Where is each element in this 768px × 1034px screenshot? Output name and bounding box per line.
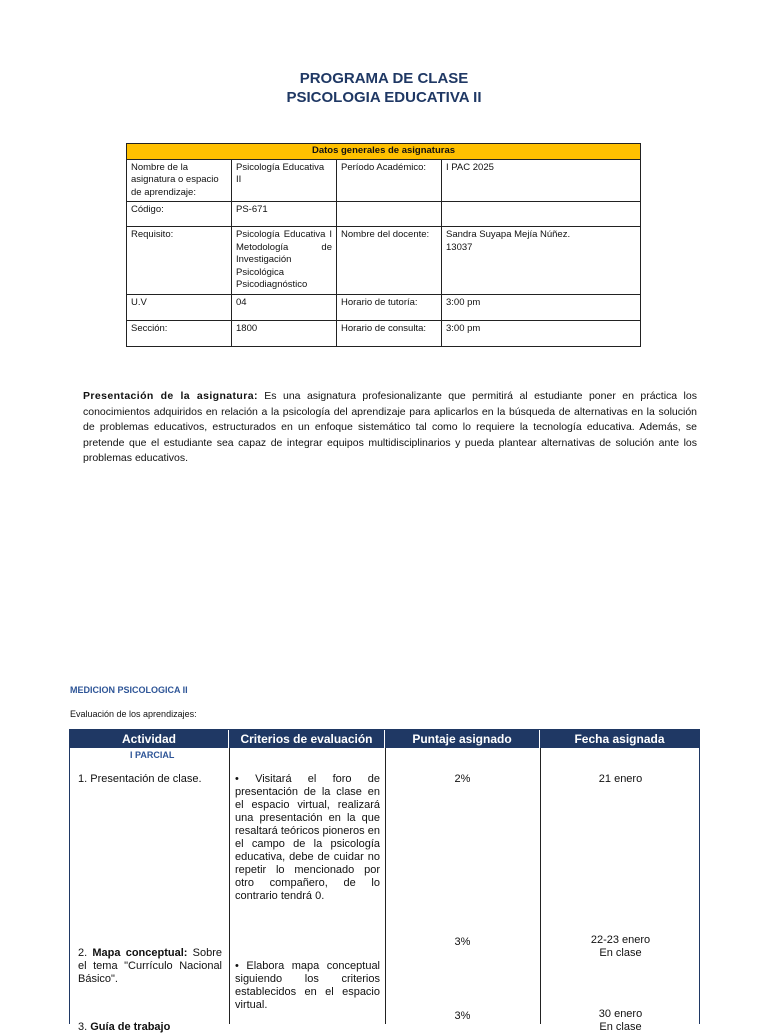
requisito-line: Metodología de xyxy=(236,241,332,253)
date-2 xyxy=(541,934,700,960)
value-codigo: PS-671 xyxy=(232,202,337,227)
empty-cell xyxy=(337,202,442,227)
requisito-line: Psicológica xyxy=(236,266,285,278)
value-tutoria: 3:00 pm xyxy=(442,294,641,320)
document-title: PROGRAMA DE CLASE xyxy=(299,70,469,87)
date-3 xyxy=(541,1008,700,1034)
evaluation-table xyxy=(69,729,700,1033)
value-uv: 04 xyxy=(232,294,337,320)
evaluation-table-header xyxy=(70,730,699,748)
points-1: 2% xyxy=(454,773,471,785)
general-data-table xyxy=(126,143,641,347)
document-subtitle: PSICOLOGIA EDUCATIVA II xyxy=(286,89,482,106)
label-requisito: Requisito: xyxy=(127,227,232,295)
points-3: 3% xyxy=(454,1010,471,1022)
column-divider xyxy=(229,748,230,1024)
activity-number: 3. xyxy=(78,1021,88,1033)
label-nombre: Nombre de la asignatura o espacio de aprendizaje: xyxy=(127,159,232,202)
value-seccion: 1800 xyxy=(232,320,337,346)
points-2: 3% xyxy=(454,936,471,948)
requisito-line: Psicodiagnóstico xyxy=(236,279,308,290)
value-requisito xyxy=(232,227,337,295)
activity-text: Presentación de clase. xyxy=(90,773,202,785)
activity-number: 2. xyxy=(78,947,88,959)
column-divider xyxy=(385,748,386,1024)
requisito-line: Psicología Educativa I xyxy=(236,229,332,240)
activity-1 xyxy=(78,773,222,786)
value-nombre: Psicología Educativa II xyxy=(232,159,337,202)
value-docente xyxy=(442,227,641,295)
date-1: 21 enero xyxy=(598,773,643,785)
presentation-body: Es una asignatura profesionalizante que permitirá al estudiante poner en práctica los conocimientos adquiridos en relación a la psicología del aprendizaje para aplicarlos en la búsqueda de alternativas en la solución de problemas educativos, estructurados en un enfoque sistemático tal como lo requiere la tecnología educativa. Además, se pretende que el estudiante sea capaz de integrar equipos multidisciplinarios y pueda plantear alternativas de solución ante los problemas educativos. xyxy=(83,390,697,464)
criteria-1: • Visitará el foro de presentación de la clase en el espacio virtual, realizará una presentación en la que resaltará teóricos pioneros en el campo de la psicología educativa, debe de cuidar no repetir lo mencionado por otro compañero, de lo contrario tendrá 0. xyxy=(235,773,380,902)
course-presentation xyxy=(83,389,697,467)
label-periodo: Período Académico: xyxy=(337,159,442,202)
date-line: En clase xyxy=(599,1021,642,1033)
date-line: 30 enero xyxy=(598,1008,643,1020)
label-codigo: Código: xyxy=(127,202,232,227)
activity-3 xyxy=(78,1021,222,1034)
activity-title: Mapa conceptual: xyxy=(92,947,188,959)
activity-title: Guía de trabajo xyxy=(90,1021,171,1033)
label-seccion: Sección: xyxy=(127,320,232,346)
header-fecha: Fecha asignada xyxy=(574,732,665,746)
activity-number: 1. xyxy=(78,773,88,785)
partial-label: I PARCIAL xyxy=(130,750,175,760)
requisito-line: Investigación xyxy=(236,254,292,265)
label-tutoria: Horario de tutoría: xyxy=(337,294,442,320)
criteria-2: • Elabora mapa conceptual siguiendo los criterios establecidos en el espacio virtual. xyxy=(235,960,380,1011)
label-docente: Nombre del docente: xyxy=(337,227,442,295)
docente-line: Sandra Suyapa Mejía Núñez. xyxy=(446,229,571,240)
docente-line: 13037 xyxy=(446,241,473,253)
value-consulta: 3:00 pm xyxy=(442,320,641,346)
activity-2 xyxy=(78,947,222,986)
presentation-lead: Presentación de la asignatura: xyxy=(83,390,258,402)
date-line: 22-23 enero xyxy=(590,934,651,946)
section-heading: MEDICION PSICOLOGICA II xyxy=(70,685,188,695)
general-table-header: Datos generales de asignaturas xyxy=(127,144,641,160)
label-consulta: Horario de consulta: xyxy=(337,320,442,346)
label-uv: U.V xyxy=(127,294,232,320)
header-actividad: Actividad xyxy=(70,730,229,748)
header-puntaje: Puntaje asignado xyxy=(385,730,540,748)
evaluation-intro: Evaluación de los aprendizajes: xyxy=(70,709,197,719)
date-line: En clase xyxy=(599,947,642,959)
value-periodo: I PAC 2025 xyxy=(442,159,641,202)
activity-text: Sobre el tema "Currículo Nacional Básico". xyxy=(78,947,222,985)
header-criterios: Criterios de evaluación xyxy=(229,730,385,748)
empty-cell xyxy=(442,202,641,227)
column-divider xyxy=(540,748,541,1024)
